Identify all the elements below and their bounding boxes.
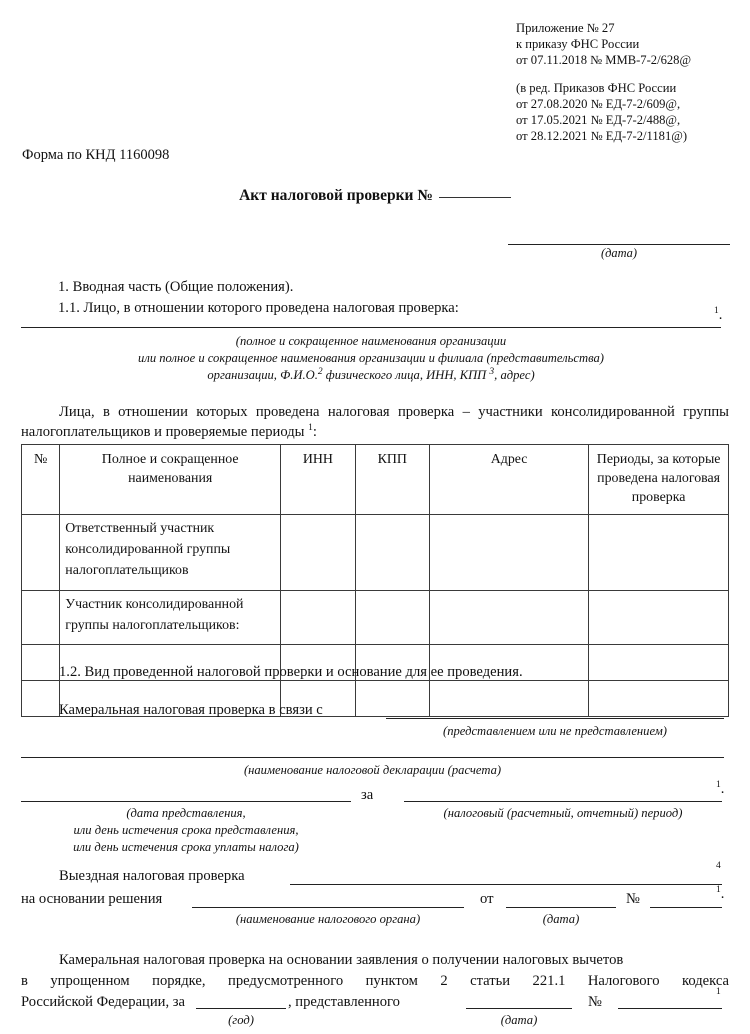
table-row[interactable] bbox=[22, 515, 729, 591]
simplified-year-blank[interactable] bbox=[196, 1008, 286, 1009]
footnote-ref-simplified: 1 bbox=[716, 987, 721, 998]
page-title bbox=[0, 187, 750, 205]
caption-org-name-3a: организации, Ф.И.О. bbox=[207, 368, 318, 382]
decision-number-label: № bbox=[626, 891, 640, 907]
caption-sup-3: 3 bbox=[489, 366, 495, 377]
col-header-inn: ИНН bbox=[281, 445, 355, 515]
simplified-line-3b: , представленного bbox=[288, 994, 400, 1010]
footnote-ref-period: $^1$. bbox=[716, 780, 725, 797]
footnote-ref-1-1: $^1$. bbox=[714, 306, 723, 323]
footnote-ref-field-audit: 4 bbox=[716, 861, 721, 872]
date-caption: (дата) bbox=[600, 246, 637, 260]
caption-simplified-date: (дата) bbox=[500, 1013, 538, 1027]
cell-periods[interactable] bbox=[589, 681, 729, 717]
cell-name[interactable]: Участник консолидированной группы налогоплательщиков: bbox=[60, 591, 281, 645]
cell-kpp[interactable] bbox=[355, 515, 429, 591]
col-header-periods: Периоды, за которые проведена налоговая проверка bbox=[589, 445, 729, 515]
simplified-date-blank[interactable] bbox=[466, 1008, 572, 1009]
cell-no[interactable] bbox=[22, 515, 60, 591]
cell-name[interactable]: Ответственный участник консолидированной группы налогоплательщиков bbox=[60, 515, 281, 591]
caption-org-name-2: или полное и сокращенное наименования организации и филиала (представительства) bbox=[138, 351, 604, 365]
tax-period-blank[interactable] bbox=[404, 801, 722, 802]
caption-org-name-1: (полное и сокращенное наименования организации bbox=[235, 334, 507, 348]
cell-address[interactable] bbox=[429, 591, 588, 645]
form-code: Форма по КНД 1160098 bbox=[22, 147, 170, 163]
appendix-line-1: Приложение № 27 bbox=[516, 21, 615, 35]
revision-line-4: от 28.12.2021 № ЕД-7-2/1181@) bbox=[516, 129, 688, 144]
col-header-kpp: КПП bbox=[355, 445, 429, 515]
cell-kpp[interactable] bbox=[355, 591, 429, 645]
decision-date-blank[interactable] bbox=[506, 907, 616, 908]
date-blank[interactable] bbox=[508, 230, 730, 245]
caption-declaration: (наименование налоговой декларации (расчета) bbox=[243, 763, 502, 777]
appendix-line-2: к приказу ФНС России bbox=[516, 37, 640, 52]
simplified-line-1: Камеральная налоговая проверка на основании заявления о получении налоговых вычетов bbox=[59, 952, 624, 968]
cell-kpp[interactable] bbox=[355, 681, 429, 717]
simplified-number-blank[interactable] bbox=[618, 1008, 722, 1009]
col-header-address: Адрес bbox=[429, 445, 588, 515]
simplified-number-label: № bbox=[588, 994, 602, 1010]
desk-audit-reason-blank[interactable] bbox=[386, 718, 724, 719]
revision-line-2: от 27.08.2020 № ЕД-7-2/609@, bbox=[516, 96, 681, 111]
field-audit-label: Выездная налоговая проверка bbox=[59, 868, 245, 884]
cgn-intro-text: Лица, в отношении которых проведена налоговая проверка – участники консолидированной группы налогоплательщиков и проверяемые периоды bbox=[21, 404, 729, 440]
col-header-name: Полное и сокращенное наименования bbox=[60, 445, 281, 515]
simplified-line-3a: Российской Федерации, за bbox=[21, 994, 186, 1010]
cell-no[interactable] bbox=[22, 681, 60, 717]
caption-org-name-3c: , адрес) bbox=[494, 368, 535, 382]
za-label: за bbox=[361, 787, 374, 803]
decision-number-blank[interactable] bbox=[650, 907, 722, 908]
submission-date-blank[interactable] bbox=[21, 801, 351, 802]
caption-tax-period: (налоговый (расчетный, отчетный) период) bbox=[443, 806, 683, 820]
caption-submission-date-2: или день истечения срока представления, bbox=[73, 823, 299, 837]
appendix-header bbox=[516, 20, 746, 144]
cell-address[interactable] bbox=[429, 681, 588, 717]
page-title-text: Акт налоговой проверки № bbox=[239, 187, 433, 204]
caption-submission-date-1: (дата представления, bbox=[126, 806, 246, 820]
revision-line-3: от 17.05.2021 № ЕД-7-2/488@, bbox=[516, 113, 681, 128]
field-audit-blank[interactable] bbox=[290, 884, 722, 885]
table-row[interactable] bbox=[22, 591, 729, 645]
declaration-name-blank[interactable] bbox=[21, 757, 724, 758]
cgn-intro-footnote-ref: 1 bbox=[308, 423, 313, 434]
cell-periods[interactable] bbox=[589, 515, 729, 591]
cell-no[interactable] bbox=[22, 645, 60, 681]
ot-label: от bbox=[480, 891, 494, 907]
caption-org-name-3 bbox=[21, 367, 721, 384]
cell-inn[interactable] bbox=[281, 515, 355, 591]
revision-line-1: (в ред. Приказов ФНС России bbox=[516, 80, 677, 95]
cell-periods[interactable] bbox=[589, 591, 729, 645]
date-field-group bbox=[508, 230, 730, 261]
cell-no[interactable] bbox=[22, 591, 60, 645]
section-1-1-label: 1.1. Лицо, в отношении которого проведена налоговая проверка: bbox=[58, 300, 459, 316]
act-number-blank[interactable] bbox=[439, 197, 511, 198]
col-header-no: № bbox=[22, 445, 60, 515]
cell-periods[interactable] bbox=[589, 645, 729, 681]
caption-tax-authority: (наименование налогового органа) bbox=[235, 912, 421, 926]
section-1-2-heading: 1.2. Вид проведенной налоговой проверки и основание для ее проведения. bbox=[59, 664, 523, 680]
caption-submission: (представлением или не представлением) bbox=[443, 724, 667, 738]
cgn-intro-paragraph bbox=[21, 402, 729, 442]
caption-year: (год) bbox=[228, 1013, 254, 1027]
table-header-row bbox=[22, 445, 729, 515]
appendix-line-3: от 07.11.2018 № ММВ-7-2/628@ bbox=[516, 53, 692, 68]
cell-inn[interactable] bbox=[281, 591, 355, 645]
caption-sup-2: 2 bbox=[317, 366, 323, 377]
caption-decision-date: (дата) bbox=[542, 912, 580, 926]
footnote-ref-decision: $^1$. bbox=[716, 885, 725, 902]
taxpayer-name-blank[interactable] bbox=[21, 327, 721, 328]
field-audit-basis-label: на основании решения bbox=[21, 891, 163, 907]
simplified-line-2: в упрощенном порядке, предусмотренного пунктом 2 статьи 221.1 Налогового кодекса bbox=[21, 973, 729, 989]
tax-authority-name-blank[interactable] bbox=[192, 907, 464, 908]
cgn-intro-colon: : bbox=[312, 424, 317, 440]
caption-org-name-3b: физического лица, ИНН, КПП bbox=[322, 368, 490, 382]
section-1-heading: 1. Вводная часть (Общие положения). bbox=[58, 279, 294, 295]
cell-address[interactable] bbox=[429, 515, 588, 591]
caption-submission-date-3: или день истечения срока уплаты налога) bbox=[73, 840, 299, 854]
desk-audit-label: Камеральная налоговая проверка в связи с bbox=[59, 702, 323, 718]
